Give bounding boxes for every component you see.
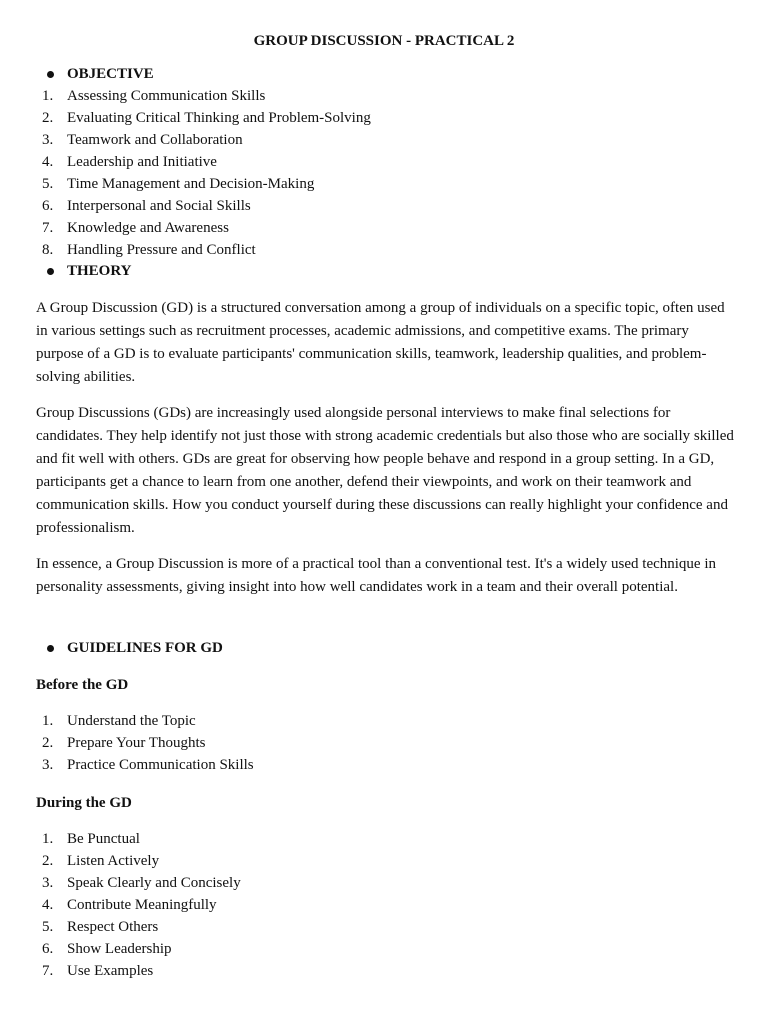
list-item-text: Prepare Your Thoughts xyxy=(67,735,206,751)
theory-paragraph: A Group Discussion (GD) is a structured conversation among a group of individuals on a specific topic, often used in various settings such as recruitment processes, academic admissions, and competitive exams. The primary purpose of a GD is to evaluate participants' communication skills, teamwork, leadership qualities, and problem-solving abilities. xyxy=(36,300,725,385)
list-item-text: Teamwork and Collaboration xyxy=(67,132,243,148)
list-item-text: Speak Clearly and Concisely xyxy=(67,875,241,891)
list-item-number: 7. xyxy=(42,220,54,236)
theory-paragraph: In essence, a Group Discussion is more of a practical tool than a conventional test. It's a widely used technique in personality assessments, giving insight into how well candidates work in a team and their overall potential. xyxy=(36,556,717,595)
theory-heading-text: THEORY xyxy=(67,263,132,279)
list-item-text: Evaluating Critical Thinking and Problem-Solving xyxy=(67,110,371,126)
list-item-number: 2. xyxy=(42,735,54,751)
list-item-number: 5. xyxy=(42,176,54,192)
list-item-number: 6. xyxy=(42,941,54,957)
list-item-number: 2. xyxy=(42,853,54,869)
list-item-number: 1. xyxy=(42,713,54,729)
list-item-number: 3. xyxy=(42,757,54,773)
list-item-number: 8. xyxy=(42,242,54,258)
during-gd-heading: During the GD xyxy=(36,795,132,811)
list-item-number: 4. xyxy=(42,154,54,170)
list-item-text: Practice Communication Skills xyxy=(67,757,254,773)
list-item-number: 1. xyxy=(42,831,54,847)
bullet-icon xyxy=(47,71,54,78)
list-item-text: Listen Actively xyxy=(67,853,160,869)
list-item-text: Knowledge and Awareness xyxy=(67,220,229,236)
list-item-text: Show Leadership xyxy=(67,941,172,957)
list-item-text: Time Management and Decision-Making xyxy=(67,176,315,192)
before-gd-heading: Before the GD xyxy=(36,677,129,693)
list-item-number: 5. xyxy=(42,919,54,935)
list-item-number: 3. xyxy=(42,132,54,148)
theory-paragraph: Group Discussions (GDs) are increasingly used alongside personal interviews to make final selections for candidates. They help identify not just those with strong academic credentials but also those who are socially skilled and fit well with others. GDs are great for observing how people behave and respond in a group setting. In a GD, participants get a chance to learn from one another, defend their viewpoints, and work on their teamwork and communication skills. How you conduct yourself during these discussions can really highlight your confidence and professionalism. xyxy=(36,405,734,536)
list-item-number: 3. xyxy=(42,875,54,891)
list-item-number: 1. xyxy=(42,88,54,104)
page-title: GROUP DISCUSSION - PRACTICAL 2 xyxy=(253,33,515,49)
list-item-text: Leadership and Initiative xyxy=(67,154,217,170)
list-item-text: Be Punctual xyxy=(67,831,140,847)
list-item-number: 2. xyxy=(42,110,54,126)
list-item-number: 4. xyxy=(42,897,54,913)
bullet-icon xyxy=(47,268,54,275)
list-item-number: 6. xyxy=(42,198,54,214)
list-item-text: Handling Pressure and Conflict xyxy=(67,242,256,258)
list-item-text: Contribute Meaningfully xyxy=(67,897,217,913)
list-item-number: 7. xyxy=(42,963,54,979)
list-item-text: Use Examples xyxy=(67,963,154,979)
list-item-text: Understand the Topic xyxy=(67,713,196,729)
list-item-text: Interpersonal and Social Skills xyxy=(67,198,251,214)
list-item-text: Respect Others xyxy=(67,919,159,935)
objective-heading-text: OBJECTIVE xyxy=(67,66,154,82)
list-item-text: Assessing Communication Skills xyxy=(67,88,266,104)
guidelines-heading-text: GUIDELINES FOR GD xyxy=(67,640,223,656)
bullet-icon xyxy=(47,645,54,652)
